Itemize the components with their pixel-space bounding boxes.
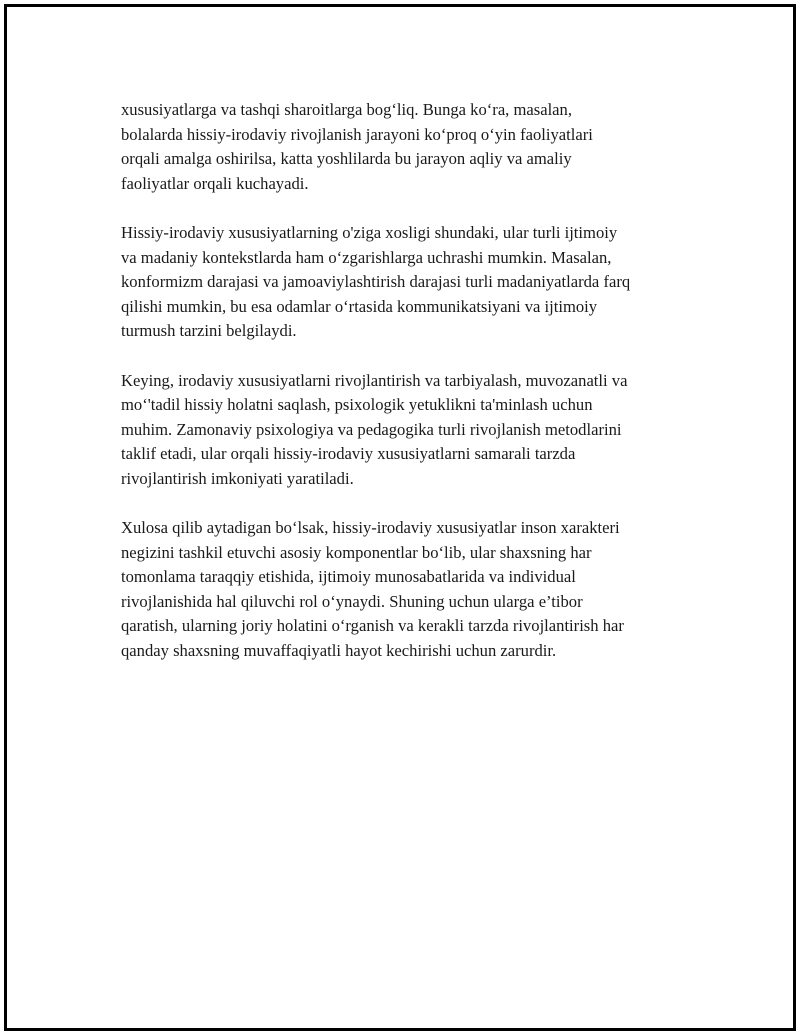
document-body: [121, 98, 693, 688]
text-line: muhim. Zamonaviy psixologiya va pedagogika turli rivojlanish metodlarini: [121, 419, 622, 439]
text-line: negizini tashkil etuvchi asosiy komponentlar bo‘lib, ular shaxsning har: [121, 542, 592, 562]
text-line: bolalarda hissiy-irodaviy rivojlanish jarayoni ko‘proq o‘yin faoliyatlari: [121, 124, 593, 144]
paragraph-3: [121, 369, 693, 492]
text-line: tomonlama taraqqiy etishida, ijtimoiy munosabatlarida va individual: [121, 567, 576, 587]
text-line: mo‘'tadil hissiy holatni saqlash, psixologik yetuklikni ta'minlash uchun: [121, 395, 593, 415]
text-line: xususiyatlarga va tashqi sharoitlarga bog‘liq. Bunga ko‘ra, masalan,: [121, 100, 572, 119]
text-line: va madaniy kontekstlarda ham o‘zgarishlarga uchrashi mumkin. Masalan,: [121, 247, 612, 267]
text-line: qaratish, ularning joriy holatini o‘rganish va kerakli tarzda rivojlantirish har: [121, 616, 624, 636]
text-line: turmush tarzini belgilaydi.: [121, 321, 297, 341]
document-page: [4, 4, 796, 1031]
text-line: Hissiy-irodaviy xususiyatlarning o'ziga xosligi shundaki, ular turli ijtimoiy: [121, 222, 618, 242]
text-line: konformizm darajasi va jamoaviylashtirish darajasi turli madaniyatlarda farq: [121, 272, 631, 292]
text-line: rivojlanishida hal qiluvchi rol o‘ynaydi. Shuning uchun ularga e’tibor: [121, 591, 583, 611]
paragraph-4: [121, 516, 693, 664]
paragraph-1: [121, 98, 693, 196]
text-line: qanday shaxsning muvaffaqiyatli hayot kechirishi uchun zarurdir.: [121, 641, 557, 661]
text-line: rivojlantirish imkoniyati yaratiladi.: [121, 468, 354, 488]
text-line: orqali amalga oshirilsa, katta yoshlilarda bu jarayon aqliy va amaliy: [121, 149, 572, 169]
text-line: Xulosa qilib aytadigan bo‘lsak, hissiy-irodaviy xususiyatlar inson xarakteri: [121, 518, 620, 538]
text-line: qilishi mumkin, bu esa odamlar o‘rtasida kommunikatsiyani va ijtimoiy: [121, 296, 598, 316]
text-line: Keying, irodaviy xususiyatlarni rivojlantirish va tarbiyalash, muvozanatli va: [121, 370, 628, 390]
text-line: faoliyatlar orqali kuchayadi.: [121, 173, 309, 193]
text-line: taklif etadi, ular orqali hissiy-irodaviy xususiyatlarni samarali tarzda: [121, 444, 576, 464]
paragraph-2: [121, 221, 693, 344]
